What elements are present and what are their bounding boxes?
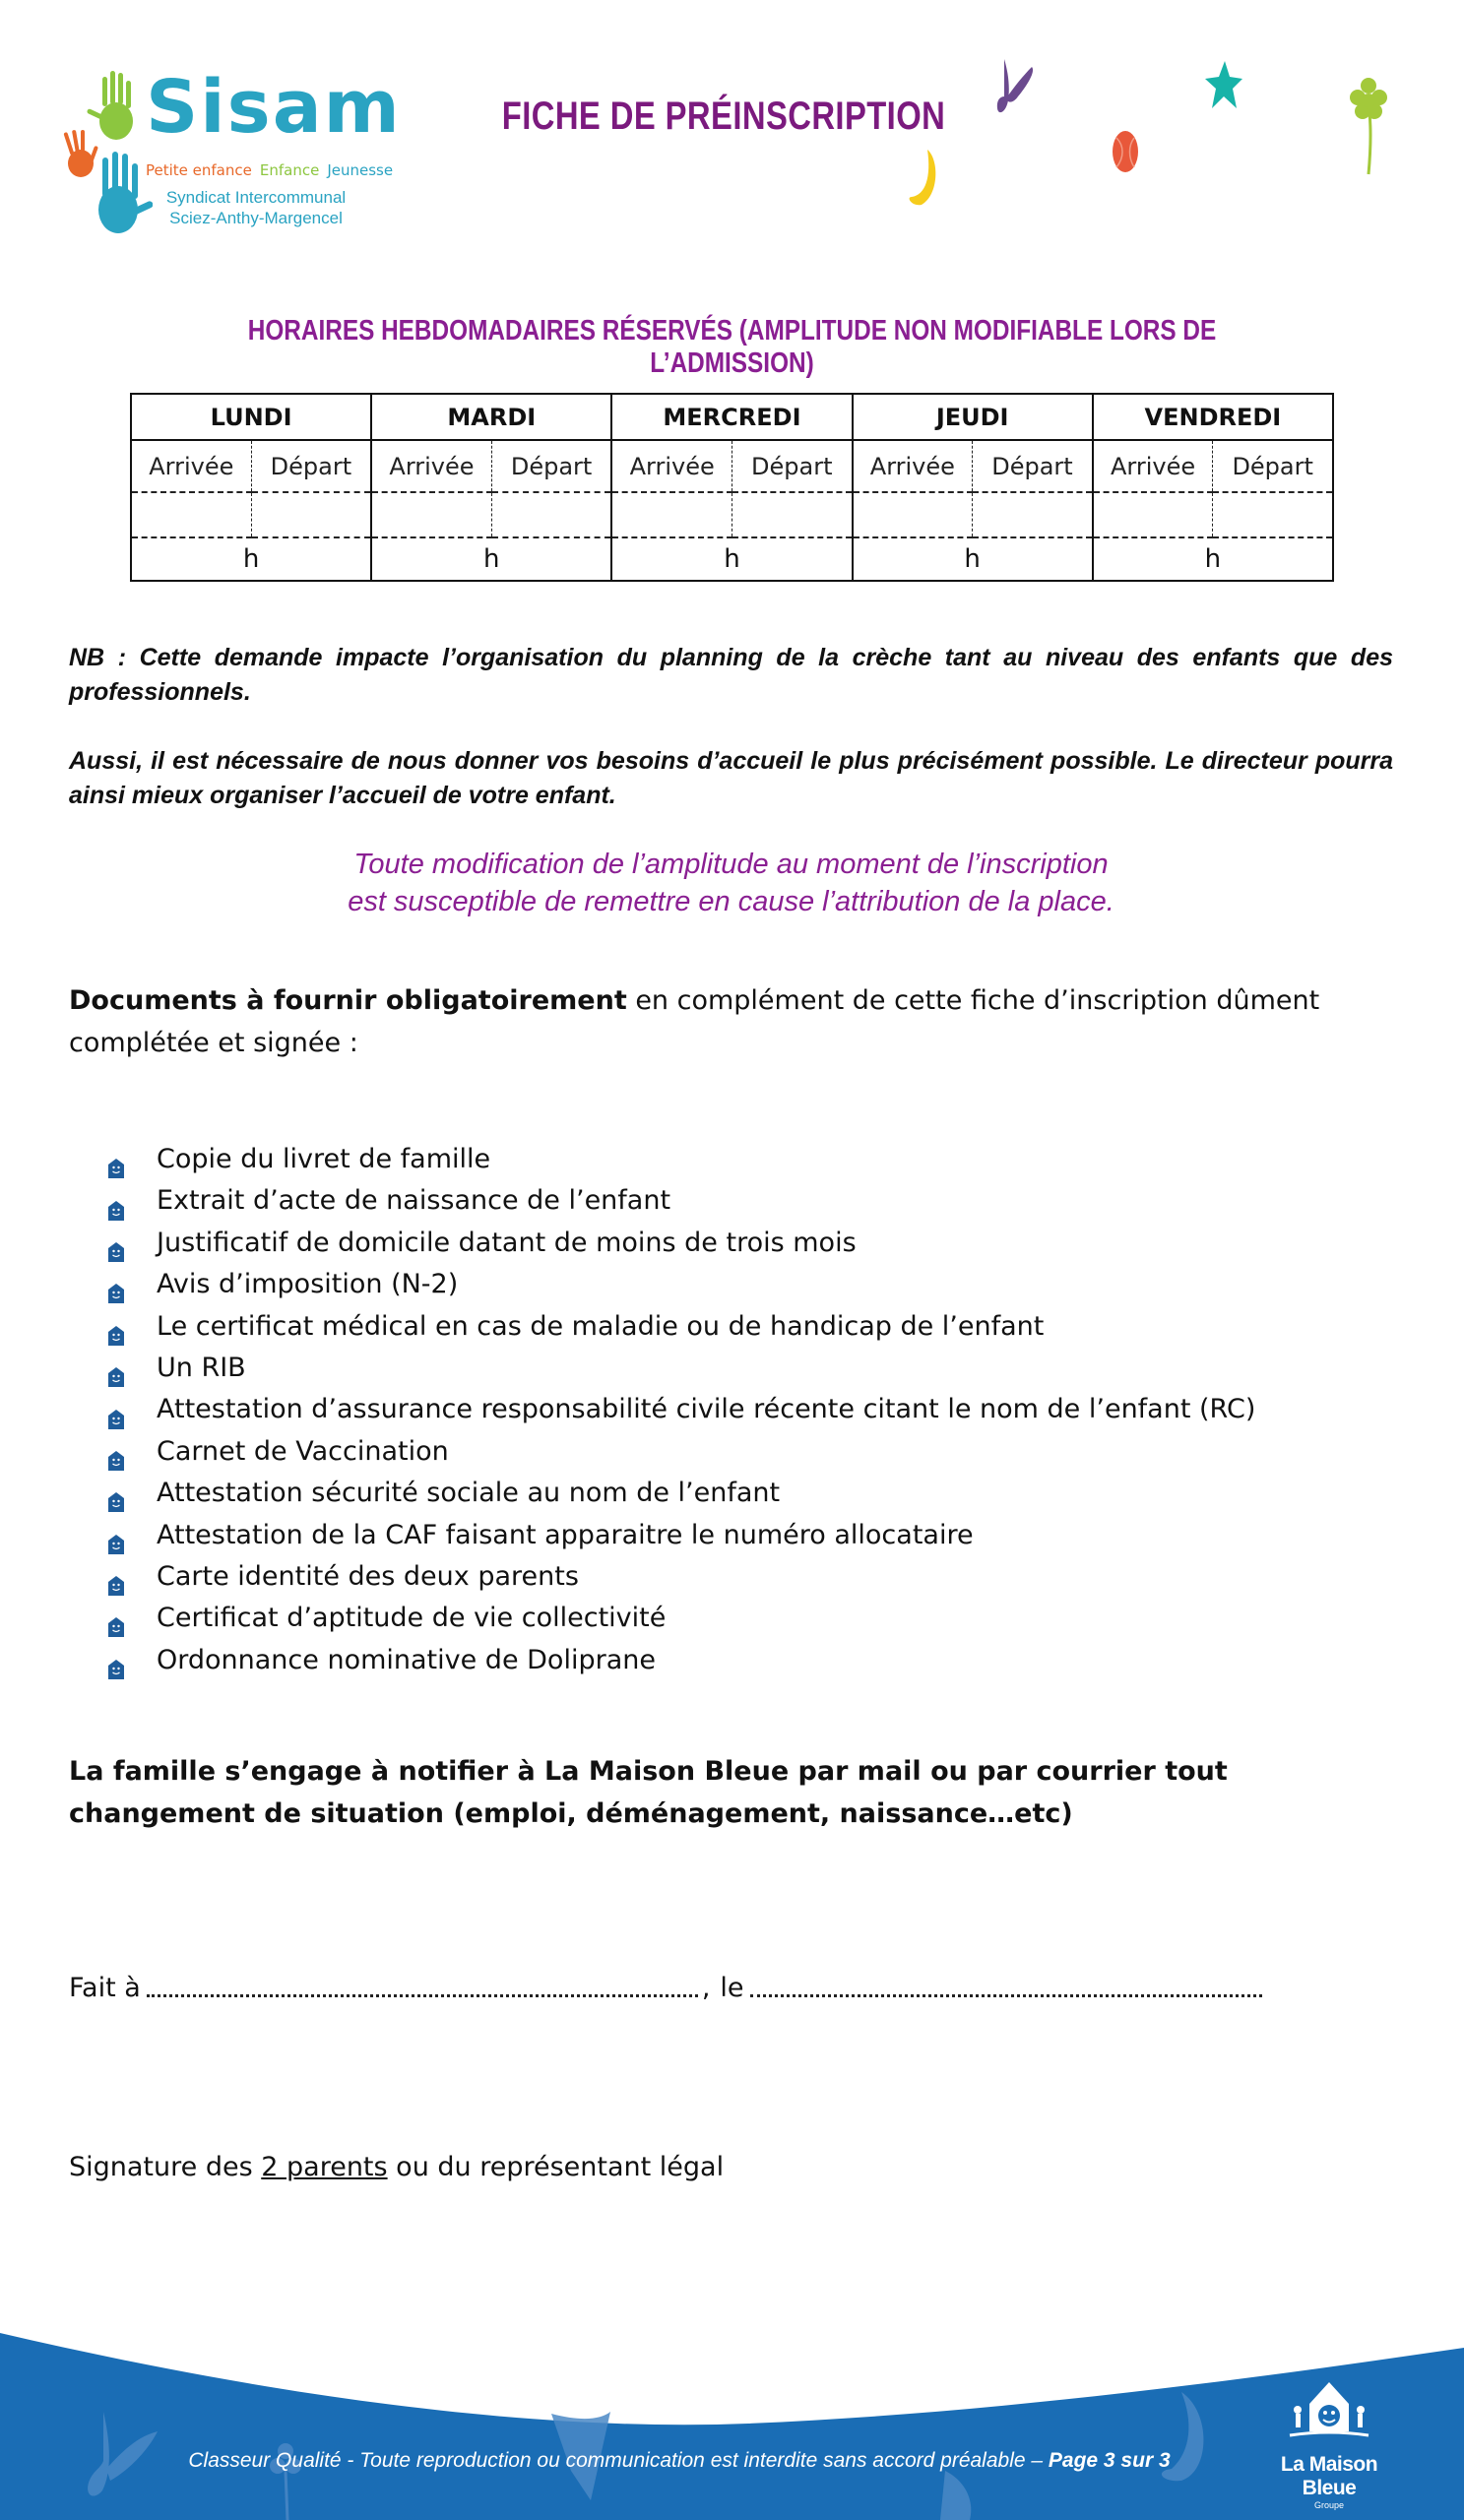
house-bullet-icon [108,1651,124,1670]
house-bullet-icon [108,1317,124,1337]
butterfly-icon [994,57,1044,121]
star-icon [1203,59,1244,113]
list-item [108,1223,1255,1264]
logo-subtitle [158,187,354,228]
vendredi-arrival-field[interactable] [1093,492,1213,537]
day-header-vendredi: VENDREDI [1093,394,1333,440]
signature-label [69,2152,724,2182]
document-label: Un RIB [157,1352,246,1383]
day-header-mardi: MARDI [371,394,611,440]
footer-wave [0,2303,1464,2520]
amplitude-warning [69,846,1393,920]
table-row-totals [131,537,1333,581]
lundi-departure-field[interactable] [251,492,371,537]
departure-label: Départ [251,440,371,492]
logo-subtitle-line-2: Sciez-Anthy-Margencel [169,209,343,227]
jeudi-arrival-field[interactable] [853,492,973,537]
house-bullet-icon [108,1401,124,1420]
warning-line-1: Toute modification de l’amplitude au moment de l’inscription [353,849,1109,880]
document-label: Extrait d’acte de naissance de l’enfant [157,1185,671,1217]
family-engagement: La famille s’engage à notifier à La Maison Bleue par mail ou par courrier tout changement de situation (emploi, déménagement, naissance…etc) [69,1756,1228,1829]
house-bullet-icon [108,1483,124,1503]
signature-underlined: 2 parents [261,2152,388,2182]
lundi-total-hours[interactable]: h [131,537,371,581]
list-item [108,1431,1255,1473]
house-bullet-icon [108,1233,124,1253]
weekly-hours-table [130,393,1334,582]
flower-icon [1349,74,1388,177]
list-item [108,1598,1255,1639]
logo-tagline [146,161,393,179]
arrival-label: Arrivée [853,440,973,492]
lundi-arrival-field[interactable] [131,492,251,537]
aussi-text: Aussi, il est nécessaire de nous donner vos besoins d’accueil le plus précisément possible. Le directeur pourra ainsi mieux organiser l’accueil de votre enfant. [69,747,1393,809]
departure-label: Départ [973,440,1093,492]
documents-intro-rest: en complément de cette fiche d’inscription dûment complétée et signée : [69,985,1320,1058]
list-item [108,1180,1255,1222]
document-label: Justificatif de domicile datant de moins de trois mois [157,1227,857,1258]
tagline-petite-enfance: Petite enfance [146,161,252,179]
signature-prefix: Signature des [69,2152,262,2182]
moon-icon [906,148,940,207]
table-row-labels [131,440,1333,492]
document-label: Copie du livret de famille [157,1144,491,1174]
document-label: Ordonnance nominative de Doliprane [157,1644,656,1675]
arrival-label: Arrivée [131,440,251,492]
nb-note [69,641,1393,710]
la-maison-bleue-logo [1270,2380,1388,2510]
brand-name: La Maison Bleue [1280,2453,1378,2499]
list-item [108,1348,1255,1389]
arrival-label: Arrivée [611,440,732,492]
document-label: Certificat d’aptitude de vie collectivité [157,1603,667,1634]
handprints-icon [59,67,153,244]
list-item [108,1473,1255,1514]
day-header-mercredi: MERCREDI [611,394,852,440]
list-item [108,1306,1255,1348]
document-label: Attestation de la CAF faisant apparaitre le numéro allocataire [157,1519,974,1550]
page-number: Page 3 sur 3 [1048,2449,1171,2472]
place-field[interactable] [147,1994,698,1997]
schedule-heading: HORAIRES HEBDOMADAIRES RÉSERVÉS (AMPLITUDE NON MODIFIABLE LORS DE L’ADMISSION) [247,315,1217,379]
footer-notice [187,2449,1172,2473]
mercredi-departure-field[interactable] [732,492,852,537]
place-date-line [69,1973,1266,2003]
house-bullet-icon [108,1442,124,1462]
documents-intro-bold: Documents à fournir obligatoirement [69,985,627,1016]
arrival-label: Arrivée [1093,440,1213,492]
signature-suffix: ou du représentant légal [387,2152,725,2182]
le-label: le [720,1973,744,2003]
list-item [108,1640,1255,1681]
comma: , [701,1973,711,2003]
jeudi-total-hours[interactable]: h [853,537,1093,581]
table-row-times [131,492,1333,537]
house-bullet-icon [108,1526,124,1545]
house-bullet-icon [108,1275,124,1294]
day-header-lundi: LUNDI [131,394,371,440]
document-label: Carnet de Vaccination [157,1435,449,1467]
mardi-arrival-field[interactable] [371,492,491,537]
list-item [108,1515,1255,1556]
sisam-logo [59,65,402,244]
house-children-icon [1288,2380,1370,2447]
mercredi-arrival-field[interactable] [611,492,732,537]
mercredi-total-hours[interactable]: h [611,537,852,581]
fait-a-label: Fait à [69,1973,141,2003]
table-row-days [131,394,1333,440]
page-title: FICHE DE PRÉINSCRIPTION [501,94,946,138]
date-field[interactable] [750,1994,1262,1997]
tagline-jeunesse: Jeunesse [327,161,394,179]
jeudi-departure-field[interactable] [973,492,1093,537]
house-bullet-icon [108,1567,124,1587]
aussi-note [69,744,1393,813]
list-item [108,1264,1255,1305]
document-label: Attestation sécurité sociale au nom de l’enfant [157,1478,781,1509]
house-bullet-icon [108,1150,124,1169]
day-header-jeudi: JEUDI [853,394,1093,440]
document-label: Carte identité des deux parents [157,1560,579,1592]
list-item [108,1139,1255,1180]
document-label: Avis d’imposition (N-2) [157,1269,459,1300]
list-item [108,1389,1255,1430]
brand-sub: Groupe [1313,2500,1345,2510]
tagline-enfance: Enfance [259,161,320,179]
departure-label: Départ [732,440,852,492]
departure-label: Départ [1213,440,1333,492]
list-item [108,1556,1255,1598]
warning-line-2: est susceptible de remettre en cause l’attribution de la place. [348,886,1114,917]
ball-icon [1111,128,1140,175]
nb-text: NB : Cette demande impacte l’organisation du planning de la crèche tant au niveau des enfants que des professionnels. [69,644,1393,706]
document-label: Attestation d’assurance responsabilité civile récente citant le nom de l’enfant (RC) [157,1394,1256,1425]
documents-intro [69,979,1393,1064]
mardi-total-hours[interactable]: h [371,537,611,581]
house-bullet-icon [108,1358,124,1378]
logo-subtitle-line-1: Syndicat Intercommunal [165,188,347,207]
mardi-departure-field[interactable] [491,492,611,537]
footer-notice-text: Classeur Qualité - Toute reproduction ou communication est interdite sans accord préalable – [188,2449,1049,2472]
vendredi-total-hours[interactable]: h [1093,537,1333,581]
document-label: Le certificat médical en cas de maladie ou de handicap de l’enfant [157,1310,1045,1342]
departure-label: Départ [491,440,611,492]
arrival-label: Arrivée [371,440,491,492]
documents-list [108,1139,1255,1681]
house-bullet-icon [108,1192,124,1212]
vendredi-departure-field[interactable] [1213,492,1333,537]
house-bullet-icon [108,1608,124,1628]
logo-wordmark: Sisam [146,65,402,150]
